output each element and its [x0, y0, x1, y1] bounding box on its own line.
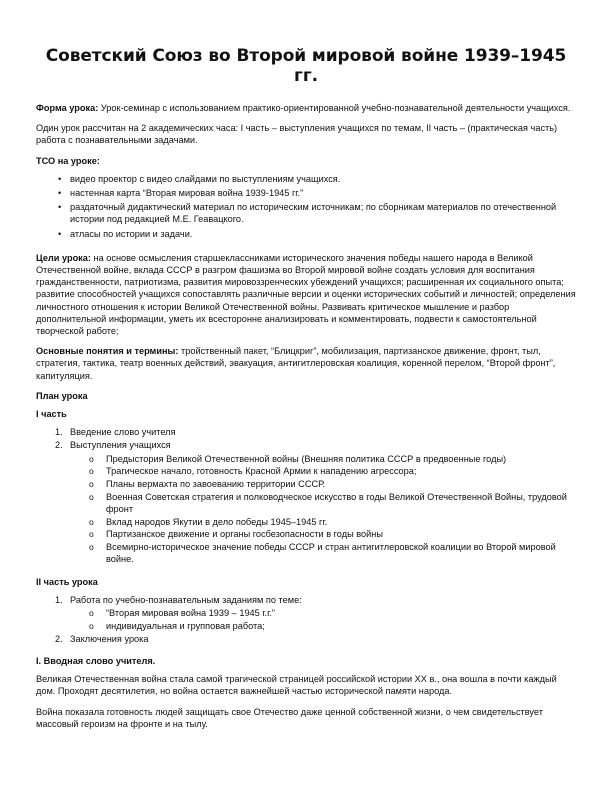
sublist-item: o “Вторая мировая война 1939 – 1945 г.г.”: [106, 607, 576, 619]
goals-text: на основе осмысления старшеклассниками исторического значения победы нашего народа в Великой Отечественной войне, вклада СССР в разгром фашизма во Второй мировой войне создать условия для воспитания гражданственности, патриотизма, развития мировоззренческих убеждений учащихся; расширенная их социального опыта; развитие способностей учащихся сопоставлять различные версии и оценки исторических событий и личностей; определения личностного отношения к истории Великой Отечественной войны. Развивать критическое мышление и разбор дополнительной информации, уметь их всесторонне анализировать и комментировать, подвести к самостоятельной творческой работе;: [36, 252, 576, 337]
list-item: • настенная карта “Вторая мировая война 1939-1945 гг.”: [70, 187, 576, 199]
list-item: • видео проектор с видео слайдами по выступлениям учащихся.: [70, 173, 576, 185]
item-text: Выступления учащихся: [70, 440, 171, 451]
intro-heading: I. Вводная слово учителя.: [36, 656, 156, 667]
concepts-paragraph: [36, 345, 576, 382]
sublist-item: o Предыстория Великой Отечественной войны (Внешняя политика СССР в предвоенные годы): [106, 453, 576, 465]
item-text: Введение слово учителя: [70, 427, 176, 438]
part1-sublist: [70, 453, 576, 566]
item-number: 1.: [55, 594, 63, 605]
list-item: [55, 426, 576, 438]
tso-list: [36, 173, 576, 240]
sublist-item: o Партизанское движение и органы госбезопасности в годы войны: [106, 528, 576, 540]
goals-paragraph: [36, 252, 576, 337]
list-item: [55, 594, 576, 632]
forma-paragraph: [36, 102, 576, 114]
intro-paragraph-1: Великая Отечественная война стала самой трагической страницей российской истории XX в., она вошла в почти каждый дом. Проходят десятилетия, но война остается важнейшей частью исторической памяти народа.: [36, 674, 557, 697]
plan-heading: План урока: [36, 390, 88, 401]
page-title: Советский Союз во Второй мировой войне 1939–1945 гг.: [45, 46, 567, 86]
list-item: • атласы по истории и задачи.: [70, 228, 576, 240]
duration-paragraph: Один урок рассчитан на 2 академических часа: I часть – выступления учащихся по темам, II часть – (практическая часть) работа с познавательными задачами.: [36, 123, 558, 146]
list-item: • раздаточный дидактический материал по историческим источникам; по сборникам материалов по отечественной истории под редакцией М.Е. Геавацкого.: [70, 201, 576, 225]
forma-text: Урок-семинар с использованием практико-ориентированной учебно-познавательной деятельности учащихся.: [98, 103, 571, 113]
concepts-text: тройственный пакет, “Блицкриг”, мобилизация, партизанское движение, фронт, тыл, стратегия, тактика, театр военных действий, эвакуация, антигитлеровская коалиция, коренной перелом, “Второй фронт”, капитуляция.: [36, 346, 556, 381]
part2-heading: II часть урока: [36, 576, 98, 587]
part1-list: [36, 426, 576, 565]
list-item: [55, 439, 576, 565]
sublist-item: o индивидуальная и групповая работа;: [106, 620, 576, 632]
item-number: 1.: [55, 427, 63, 438]
intro-paragraph-2: Война показала готовность людей защищать свое Отечество даже ценной собственной жизни, о чем свидетельствует массовый героизм на фронте и на тылу.: [36, 706, 543, 729]
sublist-item: o Военная Советская стратегия и полководческое искусство в годы Великой Отечественной Войны, трудовой фронт: [106, 491, 576, 515]
part1-heading: I часть: [36, 409, 67, 420]
part2-sublist: [70, 607, 576, 632]
item-number: 2.: [55, 633, 63, 644]
item-text: Работа по учебно-познавательным заданиям по теме:: [70, 594, 302, 605]
goals-label: Цели урока:: [36, 252, 91, 263]
concepts-label: Основные понятия и термины:: [36, 346, 179, 357]
item-number: 2.: [55, 440, 63, 451]
sublist-item: o Планы вермахта по завоеванию территории СССР.: [106, 478, 576, 490]
tso-heading: ТСО на уроке:: [36, 155, 100, 166]
item-text: Заключения урока: [70, 633, 149, 644]
sublist-item: o Вклад народов Якутии в дело победы 1945–1945 гг.: [106, 516, 576, 528]
part2-list: [36, 594, 576, 645]
forma-label: Форма урока:: [36, 103, 99, 113]
sublist-item: o Трагическое начало, готовность Красной Армии к нападению агрессора;: [106, 465, 576, 477]
sublist-item: o Всемирно-историческое значение победы СССР и стран антигитлеровской коалиции во Второй мировой войне.: [106, 541, 576, 565]
list-item: [55, 633, 576, 645]
